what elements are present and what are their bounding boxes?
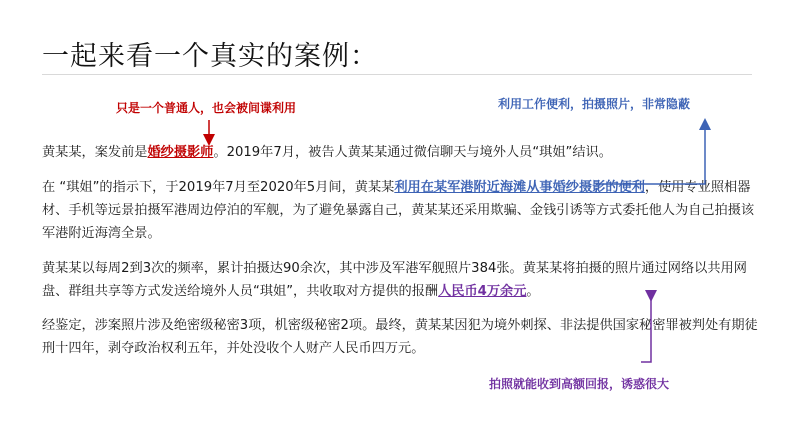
arrow-blue (597, 124, 705, 184)
highlight-occupation: 婚纱摄影师 (147, 145, 214, 160)
paragraph-text: ，使用专业照相器材、手机等远景拍摄军港周边停泊的军舰，为了避免暴露自己，黄某某还采用欺骗、金钱引诱等方式委托他人为自己拍摄该军港附近海湾全景。 (42, 180, 755, 241)
paragraph-text: 黄某某，案发前是 (42, 145, 148, 160)
paragraph-text: 经鉴定，涉案照片涉及绝密级秘密3项，机密级秘密2项。最终，黄某某因犯为境外刺探、非法提供国家秘密罪被判处有期徒刑十四年，剥夺政治权利五年，并处没收个人财产人民币四万元。 (42, 318, 758, 356)
paragraph-text: 黄某某以每周2到3次的频率，累计拍摄达90余次，其中涉及军港军舰照片384张。黄某某将拍摄的照片通过网络以共用网盘、群组共享等方式发送给境外人员“琪姐”，共收取对方提供的报酬 (42, 261, 747, 299)
arrow-purple (641, 296, 651, 362)
highlight-reward: 人民币4万余元 (438, 284, 527, 299)
paragraph-text: 。2019年7月，被告人黄某某通过微信聊天与境外人员“琪姐”结识。 (213, 145, 612, 160)
paragraph-text: 。 (526, 284, 540, 299)
annotation-high-reward: 拍照就能收到高额回报，诱惑很大 (489, 377, 670, 391)
paragraph-text: 在 “琪姐”的指示下，于2019年7月至2020年5月间，黄某某 (42, 180, 395, 195)
annotation-ordinary-person: 只是一个普通人，也会被间谍利用 (116, 101, 297, 115)
highlight-work-convenience: 利用在某军港附近海滩从事婚纱摄影的便利 (394, 180, 645, 195)
annotation-work-convenience: 利用工作便利，拍摄照片，非常隐蔽 (498, 97, 691, 111)
page-title: 一起来看一个真实的案例： (42, 41, 378, 72)
